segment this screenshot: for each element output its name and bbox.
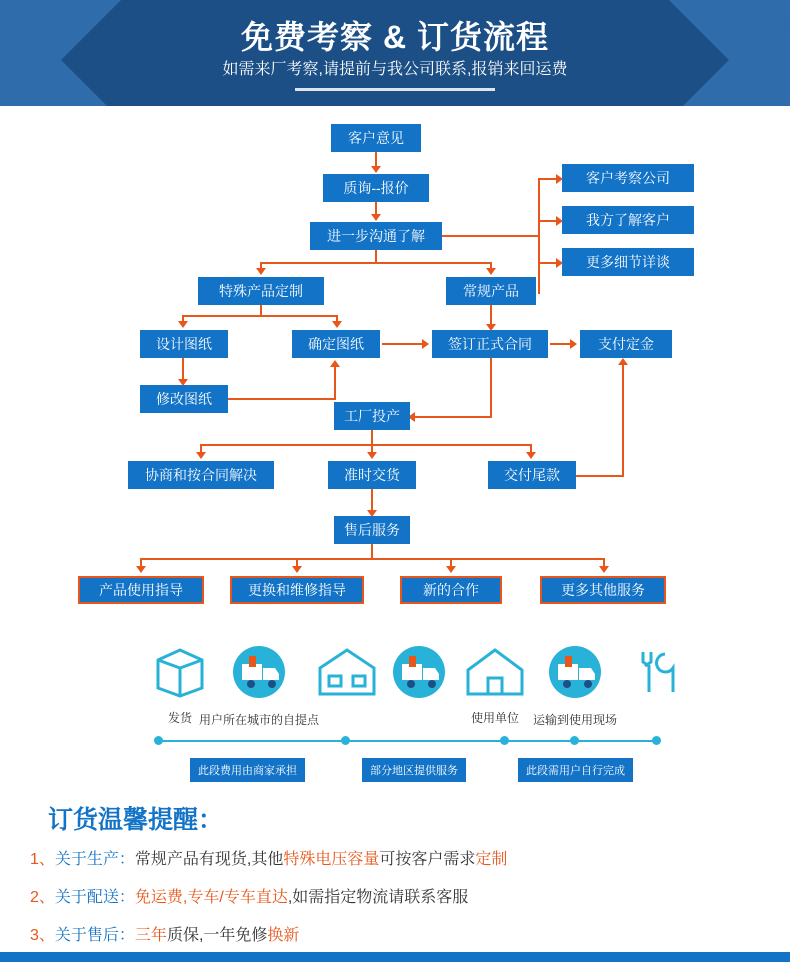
order-reminder-section [0,790,790,962]
title-underline [295,88,495,91]
arrow-head [330,360,340,367]
reminder-key: 关于生产： [54,851,135,868]
flow-node-negotiate-contract[interactable] [128,461,274,489]
connector [140,558,605,560]
connector [622,364,624,476]
arrow-head [599,566,609,573]
timeline-dot [652,736,661,745]
delivery-stage-service [618,644,692,705]
reminder-highlight: 特殊电压容量 [283,851,380,868]
arrow-head [256,268,266,275]
flow-node-further-communication[interactable] [310,222,442,250]
flow-node-other-services[interactable] [540,576,666,604]
node-label: 设计图纸 [156,336,212,352]
node-label: 质询--报价 [343,180,409,196]
delivery-caption: 运输到使用现场 [532,713,617,727]
reminder-key: 关于售后： [54,927,135,944]
reminder-number: 3、 [30,927,55,944]
flow-node-custom-product[interactable] [198,277,324,305]
connector [412,416,492,418]
node-label: 修改图纸 [156,391,212,407]
node-label: 常规产品 [463,283,519,299]
reminder-number: 1、 [30,851,55,868]
arrow-head [292,566,302,573]
reminder-row-production [30,846,507,869]
node-label: 客户考察公司 [586,170,670,186]
arrow-head [332,321,342,328]
flow-node-usage-guide[interactable] [78,576,204,604]
flow-node-on-time-delivery[interactable] [328,461,416,489]
truck-icon [541,644,609,702]
timeline-track [158,740,658,742]
flow-node-inquiry-quote[interactable] [323,174,429,202]
connector [182,315,338,317]
connector [382,343,424,345]
node-label: 准时交货 [344,467,400,483]
flow-node-after-sales[interactable] [334,516,410,544]
house-icon [462,644,528,700]
delivery-process-strip [0,636,790,786]
reminder-text: 质保,一年免修 [166,927,268,944]
node-label: 更多其他服务 [561,582,645,598]
reminder-text: 常规产品有现货,其他 [134,851,284,868]
node-label: 协商和按合同解决 [145,467,257,483]
flow-node-confirm-drawing[interactable] [292,330,380,358]
flow-node-standard-product[interactable] [446,277,536,305]
node-label: 更换和维修指导 [248,582,346,598]
connector [576,475,624,477]
flow-node-replacement-repair-guide[interactable] [230,576,364,604]
timeline-dot [341,736,350,745]
flow-node-we-understand-customer[interactable] [562,206,694,234]
timeline-tag-user: 此段需用户自行完成 [518,758,633,782]
reminder-text: ,如需指定物流请联系客服 [287,889,469,906]
flow-node-design-drawing[interactable] [140,330,228,358]
truck-icon [385,644,453,702]
delivery-caption: 发货 [167,711,192,725]
node-label: 签订正式合同 [448,336,532,352]
connector [538,262,558,264]
reminder-highlight: 换新 [267,927,300,944]
arrow-head [371,214,381,221]
arrow-head [422,339,429,349]
arrow-head [618,358,628,365]
connector [260,262,492,264]
timeline-dot [154,736,163,745]
connector [228,398,336,400]
timeline-dot [500,736,509,745]
delivery-stage-truck-1 [198,644,319,728]
delivery-stage-warehouse [310,644,384,705]
node-label: 特殊产品定制 [219,283,303,299]
connector [538,178,540,294]
delivery-caption: 使用单位 [470,711,519,725]
timeline-tag-merchant: 此段费用由商家承担 [190,758,305,782]
reminder-number: 2、 [30,889,55,906]
connector [442,235,538,237]
reminder-key: 关于配送： [54,889,135,906]
flow-node-more-details[interactable] [562,248,694,276]
flow-node-sign-contract[interactable] [432,330,548,358]
flow-node-new-cooperation[interactable] [400,576,502,604]
box-icon [150,644,210,700]
delivery-caption: 用户所在城市的自提点 [198,713,319,727]
arrow-head [136,566,146,573]
flow-node-customer-visit[interactable] [562,164,694,192]
connector [490,358,492,418]
page-title: 免费考察 & 订货流程 [241,19,549,55]
arrow-head [446,566,456,573]
arrow-head [178,321,188,328]
node-label: 新的合作 [423,582,479,598]
arrow-head [367,452,377,459]
header-banner [0,0,790,106]
node-label: 进一步沟通了解 [327,228,425,244]
node-label: 产品使用指导 [99,582,183,598]
reminder-highlight: 定制 [475,851,508,868]
node-label: 更多细节详谈 [586,254,670,270]
node-label: 我方了解客户 [586,212,670,228]
node-label: 支付定金 [598,336,654,352]
flow-node-modify-drawing[interactable] [140,385,228,413]
node-label: 交付尾款 [504,467,560,483]
wrench-icon [625,644,685,700]
arrow-head [570,339,577,349]
timeline-dot [570,736,579,745]
arrow-head [196,452,206,459]
connector [550,343,572,345]
reminder-row-aftersales [30,922,299,945]
reminder-highlight: 三年 [134,927,167,944]
connector [334,366,336,400]
truck-icon [225,644,293,702]
node-label: 售后服务 [344,522,400,538]
arrow-head [371,166,381,173]
reminder-row-shipping [30,884,468,907]
node-label: 客户意见 [348,130,404,146]
reminder-highlight: 免运费,专车/专车直达 [134,889,288,906]
node-label: 确定图纸 [308,336,364,352]
connector [200,444,532,446]
connector [538,220,558,222]
flow-node-factory-production[interactable] [334,402,410,430]
page-subtitle: 如需来厂考察,请提前与我公司联系,报销来回运费 [222,61,568,78]
flow-node-customer-opinion[interactable] [331,124,421,152]
flow-node-final-payment[interactable] [488,461,576,489]
timeline-tag-region: 部分地区提供服务 [362,758,466,782]
connector [538,178,558,180]
delivery-stage-truck-3 [532,644,617,728]
order-flow-diagram [0,106,790,636]
delivery-stage-truck-2 [382,644,456,707]
flow-node-pay-deposit[interactable] [580,330,672,358]
reminder-title: 订货温馨提醒： [48,806,224,834]
reminder-text: 可按客户需求 [379,851,476,868]
arrow-head [486,268,496,275]
warehouse-icon [314,644,380,700]
node-label: 工厂投产 [344,408,400,424]
arrow-head [526,452,536,459]
bottom-bar [0,952,790,962]
